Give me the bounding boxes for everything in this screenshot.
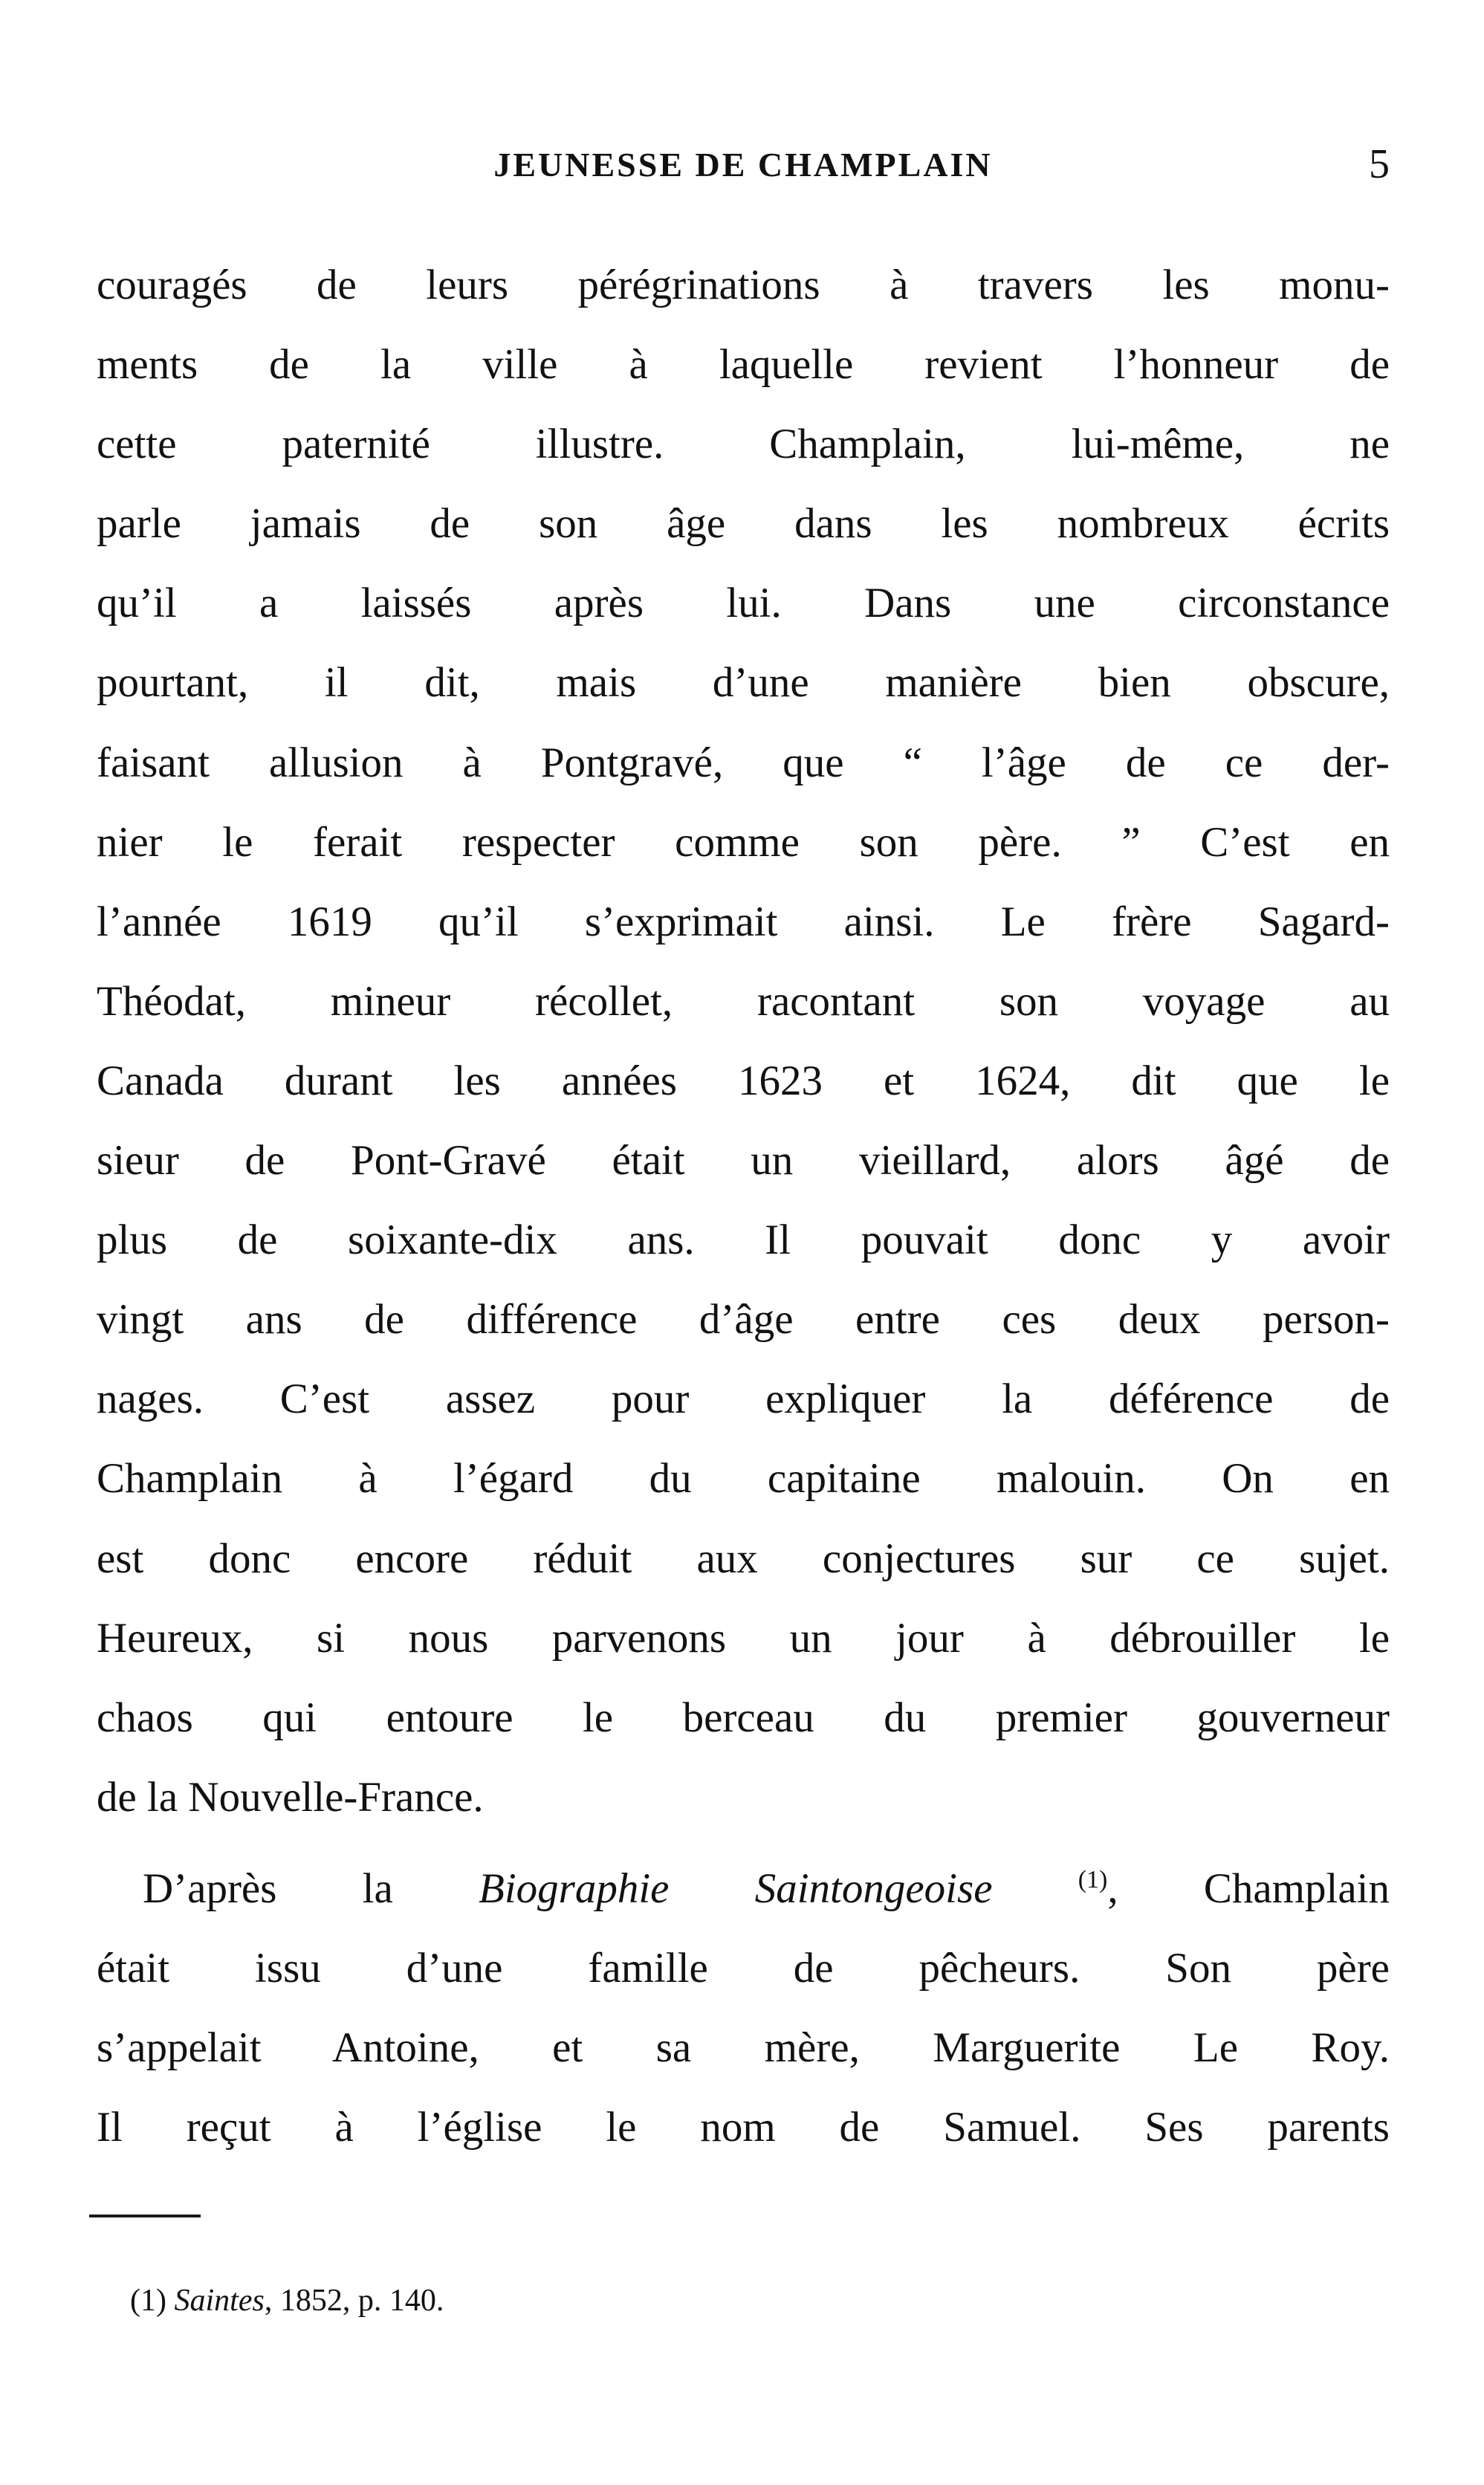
text-line: l’année 1619 qu’il s’exprimait ainsi. Le frère Sagard- (97, 898, 1390, 945)
text-line: plus de soixante-dix ans. Il pouvait donc y avoir (97, 1216, 1390, 1264)
footnote-reference[interactable]: (1) (1078, 1865, 1108, 1893)
footnote (130, 2283, 444, 2319)
text-line: était issu d’une famille de pêcheurs. Son père (97, 1944, 1390, 1992)
text-line: faisant allusion à Pontgravé, que “ l’âge de ce der- (97, 739, 1390, 786)
running-head (97, 141, 1390, 197)
paragraph-gap (97, 1837, 1390, 1849)
text-line: couragés de leurs pérégrinations à travers les monu- (97, 262, 1390, 308)
text-line: Champlain à l’égard du capitaine malouin. On en (97, 1455, 1390, 1503)
page-number: 5 (1369, 141, 1390, 187)
footnote-rule (89, 2215, 201, 2217)
text-run: D’après la (143, 1864, 479, 1912)
text-line: cette paternité illustre. Champlain, lui-même, ne (97, 421, 1390, 468)
footnote-marker: (1) (130, 2284, 166, 2318)
text-line: nier le ferait respecter comme son père. ” C’est en (97, 818, 1390, 866)
text-line: parle jamais de son âge dans les nombreux écrits (97, 500, 1390, 548)
book-title: Biographie Saintongeoise (479, 1864, 993, 1912)
text-line: sieur de Pont-Gravé était un vieillard, alors âgé de (97, 1137, 1390, 1185)
text-line: de la Nouvelle-France. (97, 1773, 484, 1821)
text-line: nages. C’est assez pour expliquer la déférence de (97, 1376, 1390, 1423)
footnote-text: , 1852, p. 140. (264, 2284, 444, 2318)
text-run: , Champlain (1107, 1864, 1390, 1912)
text-line: pourtant, il dit, mais d’une manière bien obscure, (97, 659, 1390, 707)
text-line: Il reçut à l’église le nom de Samuel. Ses parents (97, 2104, 1390, 2151)
text-line: Canada durant les années 1623 et 1624, dit que le (97, 1057, 1390, 1104)
paragraph-2 (97, 1849, 1390, 2167)
text-line: s’appelait Antoine, et sa mère, Marguerite Le Roy. (97, 2024, 1390, 2072)
text-line-first (97, 1849, 1390, 1928)
text-line: est donc encore réduit aux conjectures sur ce sujet. (97, 1535, 1390, 1582)
text-line: chaos qui entoure le berceau du premier gouverneur (97, 1694, 1390, 1741)
footnote-place: Saintes (174, 2284, 265, 2318)
paragraph-1 (97, 245, 1390, 1837)
body-text (97, 245, 1390, 2167)
text-line: Heureux, si nous parvenons un jour à débrouiller le (97, 1614, 1390, 1662)
text-line: Théodat, mineur récollet, racontant son voyage au (97, 977, 1390, 1025)
running-title: JEUNESSE DE CHAMPLAIN (493, 146, 993, 184)
text-line: qu’il a laissés après lui. Dans une circonstance (97, 580, 1390, 627)
text-line: vingt ans de différence d’âge entre ces deux person- (97, 1296, 1390, 1344)
text-line: ments de la ville à laquelle revient l’honneur de (97, 341, 1390, 389)
